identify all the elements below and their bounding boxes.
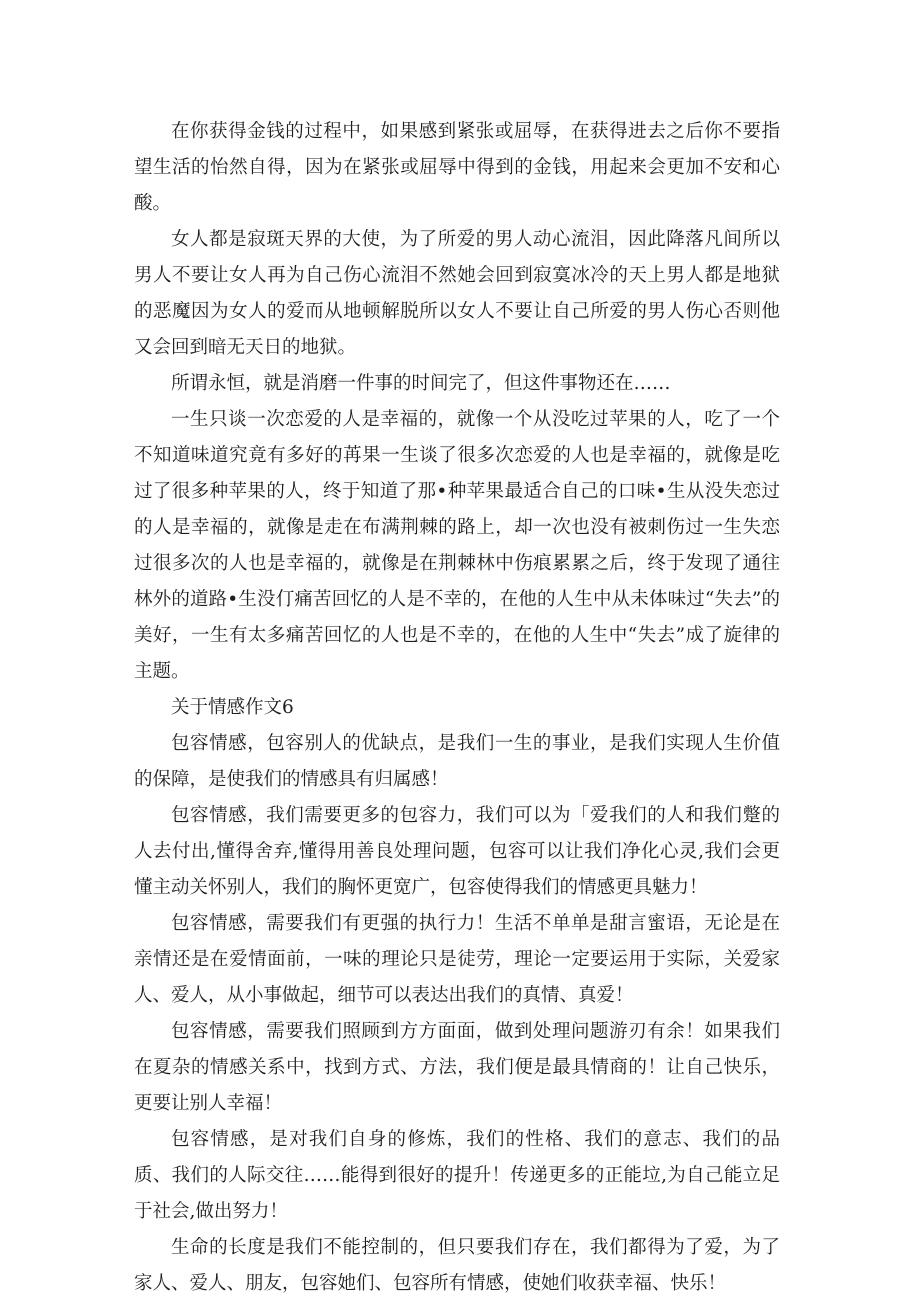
paragraph-tolerance-power: 包容情感，我们需要更多的包容力，我们可以为「爱我们的人和我们蹩的人去付出,懂得舍弃,懂得用善良处理问题，包容可以让我们净化心灵,我们会更懂主动关怀别人，我们的胸怀更宽广，包容使得我们的情感更具魅力！ xyxy=(134,805,780,898)
paragraph-money: 在你获得金钱的过程中，如果感到紧张或屈辱，在获得进去之后你不要指望生活的怡然自得，因为在紧张或屈辱中得到的金钱，用起来会更加不安和心酸。 xyxy=(134,121,780,214)
document-body xyxy=(134,114,780,1302)
paragraph-love-apples: 一生只谈一次恋爱的人是幸福的，就像一个从没吃过苹果的人，吃了一个不知道味道究竟有多好的苒果一生谈了很多次恋爱的人也是幸福的，就像是吃过了很多种苹果的人，终于知道了那•种苹果最适合自己的口味•生从没失恋过的人是幸福的，就像是走在布满荆棘的路上，却一次也没有被刺伤过一生失恋过很多次的人也是幸福的，就像是在荆棘林中伤痕累累之后，终于发现了通往林外的道路•生没仃痛苦回忆的人是不幸的，在他的人生中从未体味过“失去”的美好，一生有太多痛苦回忆的人也是不幸的，在他的人生中“失去”成了旋律的主题。 xyxy=(134,409,780,682)
paragraph-tolerance-action: 包容情感，需要我们有更强的执行力！生活不单单是甜言蜜语，无论是在亲情还是在爱情面前，一味的理论只是徒劳，理论一定要运用于实际，关爱家人、爱人，从小事做起，细节可以表达出我们的真情、真爱！ xyxy=(134,913,780,1006)
paragraph-tolerance-self: 包容情感，是对我们自身的修炼，我们的性格、我们的意志、我们的品质、我们的人际交往……能得到很好的提升！传递更多的正能垃,为自己能立足于社会,做出努力！ xyxy=(134,1129,780,1222)
paragraph-tolerance-intro: 包容情感，包容别人的优缺点，是我们一生的事业，是我们实现人生价值的保障，是使我们的情感具有归属感！ xyxy=(134,733,780,790)
paragraph-tolerance-balance: 包容情感，需要我们照顾到方方面面，做到处理问题游刃有余！如果我们在夏杂的情感关系中，找到方式、方法，我们便是最具情商的！让自己快乐，更要让别人幸福！ xyxy=(134,1021,780,1114)
section-heading: 关于情感作文6 xyxy=(171,697,294,718)
paragraph-eternity: 所谓永恒，就是消磨一件事的时间完了，但这件事物还在…… xyxy=(171,373,671,394)
paragraph-angels-demons: 女人都是寂斑天界的大使，为了所爱的男人动心流泪，因此降落凡间所以男人不要让女人再为自己伤心流泪不然她会回到寂寞冰冷的天上男人都是地狱的恶魔因为女人的爱而从地顿解脱所以女人不要让自己所爱的男人伤心否则他又会回到暗无天日的地狱。 xyxy=(134,229,780,358)
paragraph-tolerance-life: 生命的长度是我们不能控制的，但只要我们存在，我们都得为了爱，为了家人、爱人、朋友，包容她们、包容所有情感，使她们收获幸福、快乐！ xyxy=(134,1237,780,1294)
